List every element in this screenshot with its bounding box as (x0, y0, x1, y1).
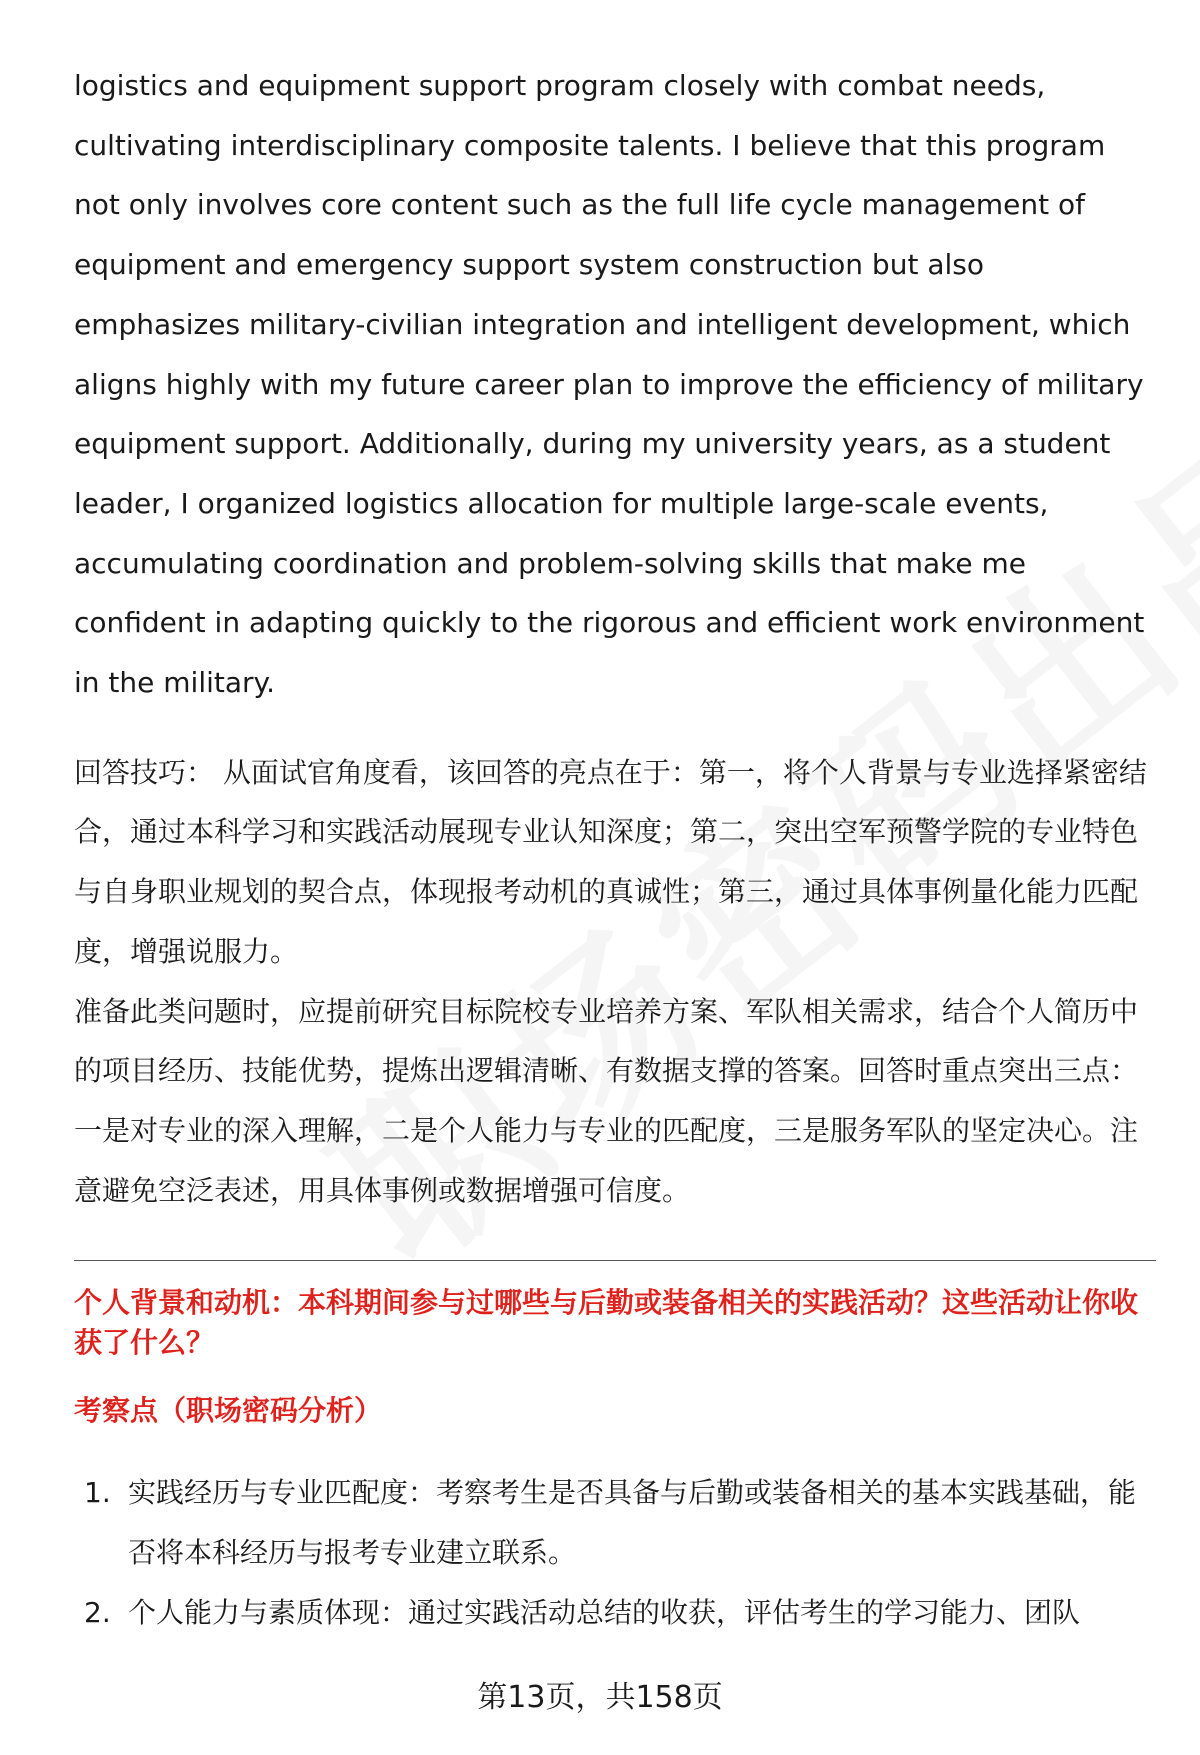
tip-paragraph-1 (74, 743, 1156, 982)
points-list (74, 1463, 1156, 1643)
question-heading: 个人背景和动机：本科期间参与过哪些与后勤或装备相关的实践活动？这些活动让你收获了什么？ (74, 1286, 1139, 1360)
list-item-number: 2. (84, 1596, 111, 1630)
list-item-text: 实践经历与专业匹配度：考察考生是否具备与后勤或装备相关的基本实践基础，能否将本科经历与报考专业建立联系。 (128, 1476, 1137, 1570)
page-number-footer: 第13页，共158页 (477, 1680, 723, 1715)
list-item-text: 个人能力与素质体现：通过实践活动总结的收获，评估考生的学习能力、团队 (128, 1596, 1081, 1630)
intro-paragraph: logistics and equipment support program closely with combat needs, cultivating interdisciplinary composite talents. I believe that this program not only involves core content such as the full life cycle management of equipment and emergency support system construction but also emphasizes military-civilian integration and intelligent development, which aligns highly with my future career plan to improve the efficiency of military equipment support. Additionally, during my university years, as a student leader, I organized logistics allocation for multiple large-scale events, accumulating coordination and problem-solving skills that make me confident in adapting quickly to the rigorous and efficient work environment in the military. (74, 69, 1145, 700)
tip-text-1: 从面试官角度看，该回答的亮点在于：第一，将个人背景与专业选择紧密结合，通过本科学习和实践活动展现专业认知深度；第二，突出空军预警学院的专业特色与自身职业规划的契合点，体现报考动机的真诚性；第三，通过具体事例量化能力匹配度，增强说服力。 (74, 755, 1147, 968)
section-divider (74, 1260, 1156, 1261)
tip-label: 回答技巧： (74, 755, 215, 789)
section-title: 考察点（职场密码分析） (74, 1394, 383, 1428)
tip-paragraph-2: 准备此类问题时，应提前研究目标院校专业培养方案、军队相关需求，结合个人简历中的项目经历、技能优势，提炼出逻辑清晰、有数据支撑的答案。回答时重点突出三点：一是对专业的深入理解，二是个人能力与专业的匹配度，三是服务军队的坚定决心。注意避免空泛表述，用具体事例或数据增强可信度。 (74, 994, 1139, 1207)
answer-tips (74, 743, 1156, 1221)
list-item (74, 1583, 1156, 1643)
list-item-number: 1. (84, 1476, 111, 1510)
list-item (74, 1463, 1156, 1583)
page-content (74, 56, 1156, 1643)
